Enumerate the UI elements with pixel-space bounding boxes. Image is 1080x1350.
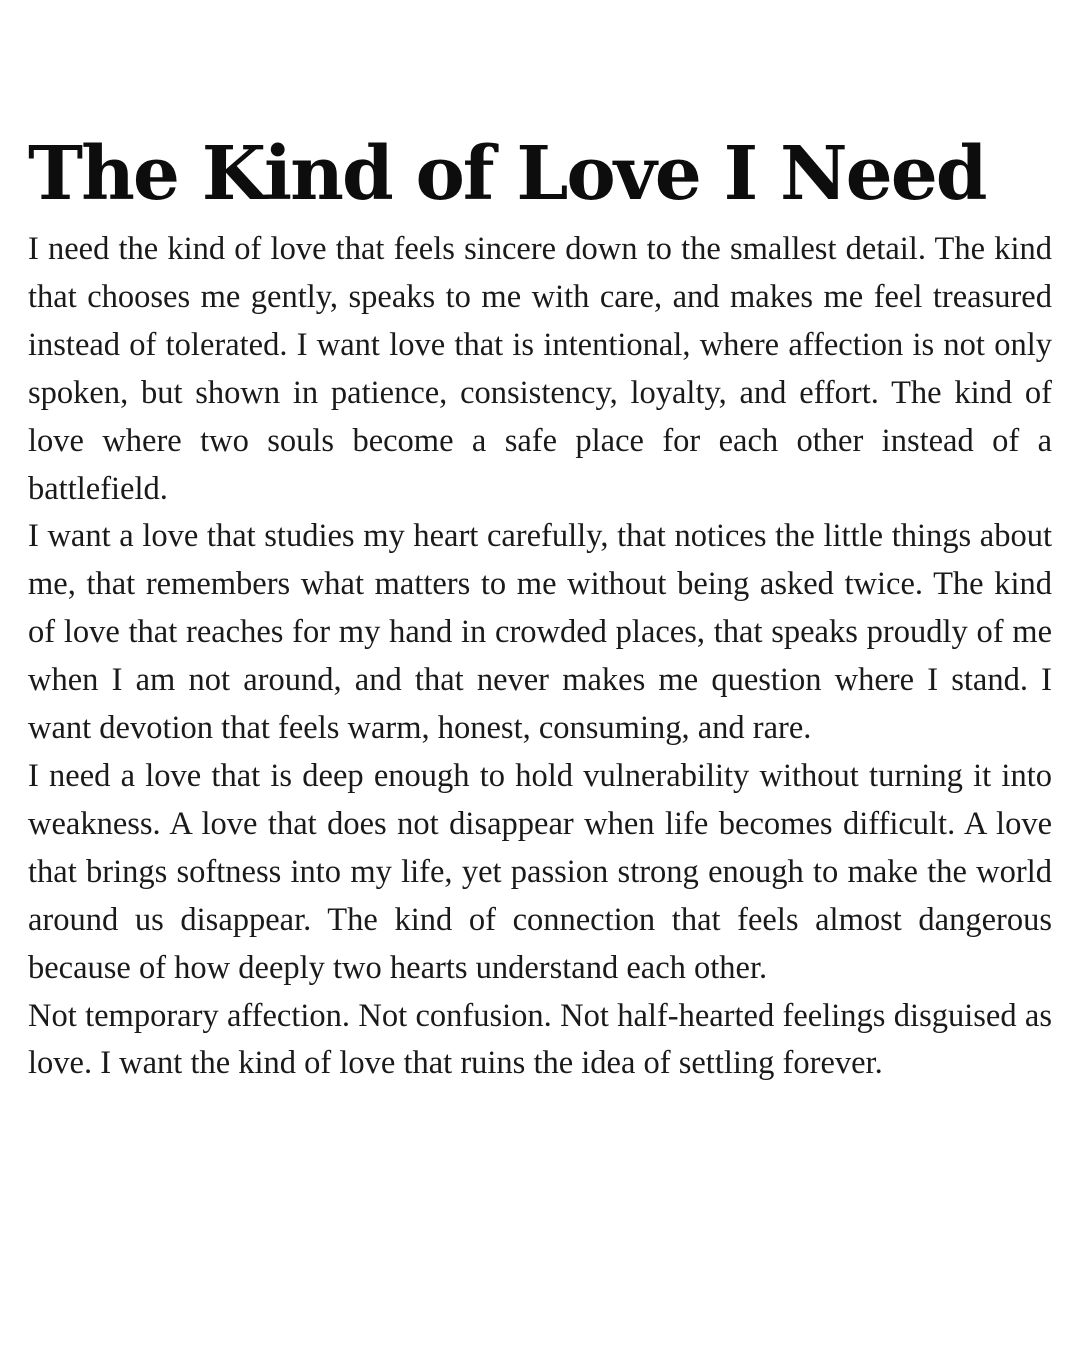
- paragraph-1: I need the kind of love that feels sincere down to the smallest detail. The kind that chooses me gently, speaks to me with care, and makes me feel treasured instead of tolerated. I want love that is intentional, where affection is not only spoken, but shown in patience, consistency, loyalty, and effort. The kind of love where two souls become a safe place for each other instead of a battlefield.: [28, 231, 1052, 507]
- document-page: [28, 128, 1052, 1088]
- paragraph-2: I want a love that studies my heart carefully, that notices the little things about me, that remembers what matters to me without being asked twice. The kind of love that reaches for my hand in crowded places, that speaks proudly of me when I am not around, and that never makes me question where I stand. I want devotion that feels warm, honest, consuming, and rare.: [28, 518, 1052, 747]
- paragraph-3: I need a love that is deep enough to hold vulnerability without turning it into weakness. A love that does not disappear when life becomes difficult. A love that brings softness into my life, yet passion strong enough to make the world around us disappear. The kind of connection that feels almost dangerous because of how deeply two hearts understand each other.: [28, 757, 1052, 986]
- paragraph-4: Not temporary affection. Not confusion. Not half-hearted feelings disguised as love. I want the kind of love that ruins the idea of settling forever.: [28, 997, 1052, 1082]
- page-title: The Kind of Love I Need: [28, 131, 986, 217]
